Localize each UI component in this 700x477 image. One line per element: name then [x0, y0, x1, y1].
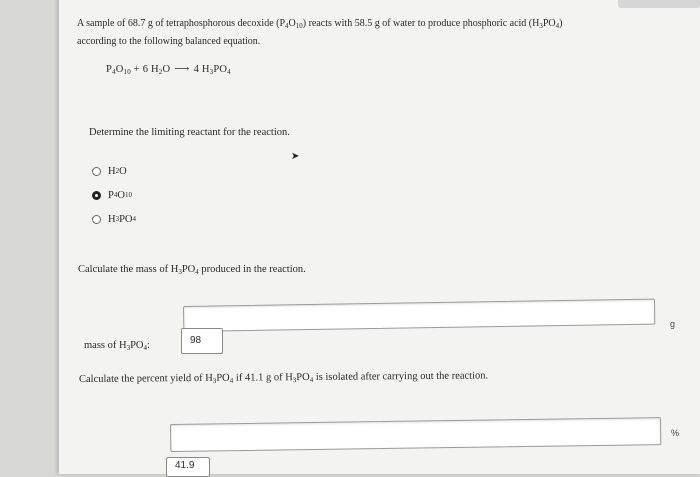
- limiting-reactant-prompt: Determine the limiting reactant for the reaction.: [89, 127, 290, 138]
- top-tab[interactable]: [618, 0, 700, 8]
- option-h2o[interactable]: H 2 O: [92, 164, 127, 178]
- question-line-2: according to the following balanced equation.: [77, 36, 261, 47]
- radio-p4o10-selected[interactable]: [92, 191, 101, 200]
- question-text: [77, 15, 677, 51]
- option-p4o10[interactable]: P 4 O 10: [92, 188, 132, 202]
- radio-h2o[interactable]: [92, 167, 101, 176]
- percent-unit: %: [671, 428, 680, 438]
- percent-yield-input[interactable]: 41.9: [166, 457, 210, 477]
- mass-unit: g: [670, 319, 676, 329]
- percent-yield-prompt: Calculate the percent yield of $H_3PO_4$ if 41.1 g of $H_3PO_4$ is isolated after carrying out the reaction.: [78, 370, 489, 385]
- mass-input[interactable]: 98: [181, 328, 223, 354]
- option-h3po4[interactable]: H 3 PO 4: [92, 212, 136, 226]
- mouse-cursor-icon: ➤: [291, 151, 300, 162]
- radio-h3po4[interactable]: [92, 215, 101, 224]
- mass-label: mass of $H_3PO_4$:: [84, 340, 150, 352]
- reaction-arrow: ⟶: [174, 64, 190, 75]
- question-line-1: A sample of 68.7 g of tetraphosphorous decoxide $(P_4O_{10})$ reacts with 58.5 g of water to produce phosphoric acid $(H_3PO_4)$: [77, 18, 563, 30]
- mass-prompt: Calculate the mass of $H_3PO_4$ produced in the reaction.: [78, 264, 306, 276]
- balanced-equation: $P_4O_{10} + 6$ $H_2O$ ⟶ 4 $H_3PO_4$: [106, 64, 231, 76]
